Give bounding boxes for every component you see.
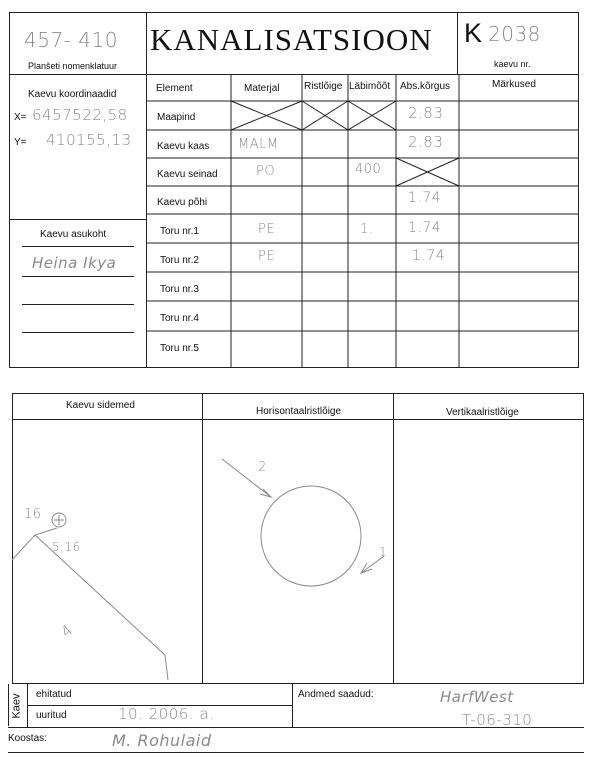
tie-value: 5,16 bbox=[52, 540, 81, 554]
data-from-label: Andmed saadud: bbox=[298, 689, 374, 700]
well-number-label: kaevu nr. bbox=[494, 59, 531, 69]
sheet-code-value: 457- 410 bbox=[24, 28, 118, 52]
sheet-code-label: Planšeti nomenklatuur bbox=[28, 61, 118, 71]
row-material: PE bbox=[258, 249, 276, 264]
well-number-value: 2038 bbox=[488, 22, 541, 46]
tie-value: 4 bbox=[57, 620, 77, 642]
row-abs-height: 1.74 bbox=[408, 190, 442, 206]
ties-label: Kaevu sidemed bbox=[66, 400, 135, 411]
row-material: MALM bbox=[238, 137, 279, 152]
pipe-label: 1 bbox=[379, 545, 388, 559]
divider bbox=[8, 752, 584, 753]
row-diameter: 400 bbox=[355, 162, 382, 177]
surveyed-value: 10. 2006. a. bbox=[118, 705, 215, 723]
col-header-abs-height: Abs.kõrgus bbox=[400, 81, 451, 92]
col-header-crosssection: Ristlõige bbox=[304, 81, 343, 92]
row-element: Kaevu kaas bbox=[157, 141, 210, 152]
well-side-label: Kaev bbox=[10, 693, 23, 719]
row-element: Toru nr.5 bbox=[160, 343, 199, 354]
divider bbox=[292, 684, 293, 727]
y-coordinate-value: 410155,13 bbox=[46, 131, 132, 149]
tie-value: 16 bbox=[24, 507, 42, 522]
col-header-material: Materjal bbox=[244, 83, 280, 94]
page-title: KANALISATSIOON bbox=[150, 22, 433, 57]
row-element: Toru nr.3 bbox=[160, 284, 199, 295]
row-element: Kaevu seinad bbox=[157, 169, 218, 180]
row-material: PO bbox=[256, 164, 276, 179]
pipe-label: 2 bbox=[258, 460, 267, 475]
col-header-element: Element bbox=[156, 83, 193, 94]
compiled-value: M. Rohulaid bbox=[112, 731, 212, 750]
row-element: Toru nr.1 bbox=[160, 226, 199, 237]
row-abs-height: 2.83 bbox=[408, 104, 444, 122]
x-label: X= bbox=[14, 112, 27, 123]
well-prefix: K bbox=[464, 18, 484, 48]
row-element: Kaevu põhi bbox=[157, 197, 208, 208]
row-abs-height: 1.74 bbox=[408, 220, 442, 236]
data-from-value: T-06-310 bbox=[462, 711, 533, 729]
vertical-section-label: Vertikaalristlõige bbox=[446, 407, 519, 418]
built-label: ehitatud bbox=[36, 689, 72, 700]
row-abs-height: 1.74 bbox=[412, 248, 446, 264]
y-label: Y= bbox=[14, 137, 27, 148]
horizontal-section-label: Horisontaalristlõige bbox=[256, 406, 342, 417]
compiled-label: Koostas: bbox=[8, 733, 47, 744]
data-from-value: HarfWest bbox=[440, 688, 514, 706]
row-element: Toru nr.4 bbox=[160, 313, 199, 324]
coordinates-label: Kaevu koordinaadid bbox=[28, 89, 117, 100]
row-diameter: 1. bbox=[360, 222, 374, 237]
surveyed-label: uuritud bbox=[36, 710, 67, 721]
x-coordinate-value: 6457522,58 bbox=[32, 106, 128, 124]
col-header-notes: Märkused bbox=[492, 79, 536, 90]
col-header-diameter: Läbimõõt bbox=[349, 81, 391, 92]
row-element: Maapind bbox=[157, 112, 196, 123]
location-label: Kaevu asukoht bbox=[40, 229, 107, 240]
row-element: Toru nr.2 bbox=[160, 255, 199, 266]
row-abs-height: 2.83 bbox=[408, 133, 444, 151]
location-value: Heina Ikya bbox=[32, 254, 117, 272]
row-material: PE bbox=[258, 222, 276, 237]
